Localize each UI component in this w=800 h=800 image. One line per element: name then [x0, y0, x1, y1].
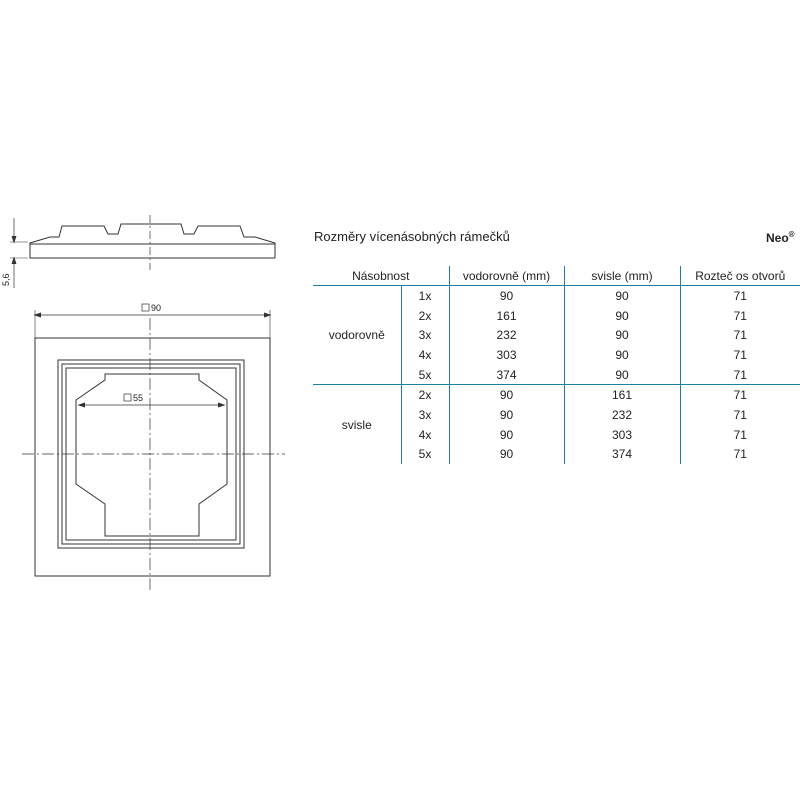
header-vertical: svisle (mm)	[564, 266, 680, 286]
horizontal-cell: 90	[449, 445, 564, 465]
horizontal-cell: 90	[449, 286, 564, 306]
multiplicity-cell: 2x	[401, 306, 449, 326]
pitch-cell: 71	[680, 325, 800, 345]
front-view	[22, 304, 285, 592]
multiplicity-cell: 2x	[401, 385, 449, 405]
header-pitch: Rozteč os otvorů	[680, 266, 800, 286]
horizontal-cell: 90	[449, 405, 564, 425]
multiplicity-cell: 4x	[401, 345, 449, 365]
brand-name: Neo	[766, 231, 789, 245]
vertical-cell: 90	[564, 306, 680, 326]
group-label: vodorovně	[313, 286, 401, 385]
brand-label	[766, 230, 795, 245]
vertical-cell: 90	[564, 345, 680, 365]
group-label: svisle	[341, 417, 372, 432]
horizontal-cell: 90	[449, 425, 564, 445]
technical-drawing	[0, 0, 300, 800]
multiplicity-cell: 3x	[401, 405, 449, 425]
pitch-cell: 71	[680, 365, 800, 385]
horizontal-cell: 303	[449, 345, 564, 365]
multiplicity-cell: 3x	[401, 325, 449, 345]
multiplicity-cell: 4x	[401, 425, 449, 445]
horizontal-cell: 374	[449, 365, 564, 385]
vertical-cell: 232	[564, 405, 680, 425]
pitch-cell: 71	[680, 306, 800, 326]
horizontal-cell: 90	[449, 385, 564, 405]
multiplicity-cell: 5x	[401, 445, 449, 465]
outer-width-label: 90	[151, 303, 162, 313]
vertical-cell: 90	[564, 325, 680, 345]
multiplicity-cell: 1x	[401, 286, 449, 306]
inner-width-label: 55	[133, 393, 144, 403]
table-row	[313, 286, 800, 306]
pitch-cell: 71	[680, 286, 800, 306]
vertical-cell: 374	[564, 445, 680, 465]
vertical-cell: 161	[564, 385, 680, 405]
brand-trademark: ®	[788, 230, 795, 239]
side-view	[10, 215, 275, 288]
multiplicity-cell: 5x	[401, 365, 449, 385]
pitch-cell: 71	[680, 405, 800, 425]
pitch-cell: 71	[680, 425, 800, 445]
horizontal-cell: 232	[449, 325, 564, 345]
table-row	[313, 385, 800, 405]
vertical-cell: 90	[564, 286, 680, 306]
dimensions-table	[313, 266, 800, 464]
header-horizontal: vodorovně (mm)	[449, 266, 564, 286]
side-height-label: 5,6	[1, 273, 11, 286]
pitch-cell: 71	[680, 385, 800, 405]
header-row	[313, 266, 800, 286]
header-multiplicity: Násobnost	[313, 266, 449, 286]
horizontal-cell: 161	[449, 306, 564, 326]
vertical-cell: 303	[564, 425, 680, 445]
vertical-cell: 90	[564, 365, 680, 385]
pitch-cell: 71	[680, 445, 800, 465]
table-title: Rozměry vícenásobných rámečků	[314, 229, 510, 244]
table-body	[313, 286, 800, 465]
pitch-cell: 71	[680, 345, 800, 365]
